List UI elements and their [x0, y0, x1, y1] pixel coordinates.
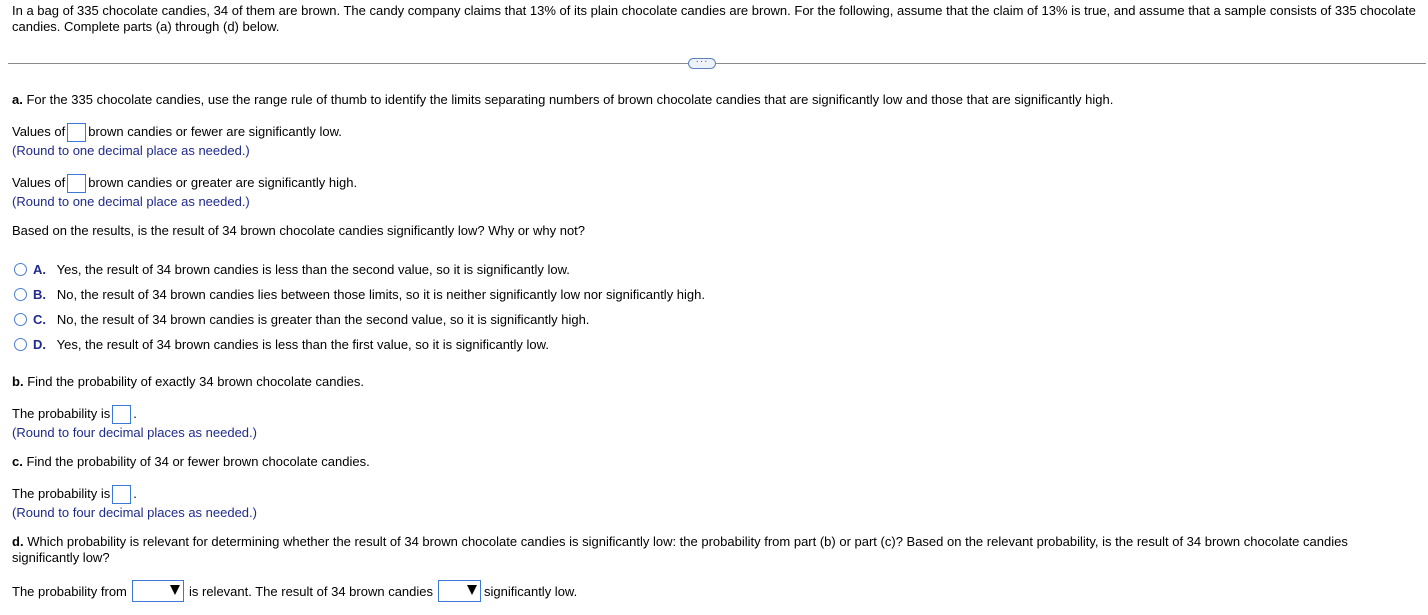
low-limit-suffix: brown candies or fewer are significantly low. [88, 123, 342, 139]
option-b[interactable] [33, 287, 705, 303]
part-b-label: b. [12, 374, 24, 389]
part-d-question-line2: significantly low? [12, 550, 110, 565]
high-limit-hint: (Round to one decimal place as needed.) [12, 194, 250, 209]
option-c-letter: C. [33, 312, 46, 327]
low-limit-hint: (Round to one decimal place as needed.) [12, 143, 250, 158]
part-b-hint: (Round to four decimal places as needed.) [12, 425, 257, 440]
chevron-down-icon [170, 585, 180, 595]
option-b-text: No, the result of 34 brown candies lies between those limits, so it is neither significantly low nor significantly high. [56, 287, 705, 302]
expand-more-button[interactable]: ··· [688, 58, 716, 69]
option-a-letter: A. [33, 262, 46, 277]
part-b-question-text: Find the probability of exactly 34 brown chocolate candies. [27, 374, 364, 389]
part-c-prefix: The probability is [12, 485, 111, 501]
low-limit-prefix: Values of [12, 123, 66, 139]
part-c-input[interactable] [112, 485, 131, 504]
problem-intro: In a bag of 335 chocolate candies, 34 of them are brown. The candy company claims that 13% of its plain chocolate candies are brown. For the following, assume that the claim of 13% is true, and assume that a sample consists of 335 chocolate candies. Complete parts (a) through (d) below. [12, 3, 1416, 34]
option-d-text: Yes, the result of 34 brown candies is less than the first value, so it is significantly low. [56, 337, 549, 352]
part-a-question-text: For the 335 chocolate candies, use the range rule of thumb to identify the limits separating numbers of brown chocolate candies that are significantly low and those that are significantly high. [26, 92, 1114, 107]
option-c[interactable] [33, 312, 589, 328]
part-b-question [12, 374, 364, 390]
option-a-radio[interactable] [14, 263, 27, 276]
option-b-letter: B. [33, 287, 46, 302]
high-limit-suffix: brown candies or greater are significantly high. [88, 174, 358, 190]
option-c-radio[interactable] [14, 313, 27, 326]
part-d-question-line1: Which probability is relevant for determining whether the result of 34 brown chocolate candies is significantly low: the probability from part (b) or part (c)? Based on the relevant probability, is the result of 34 brown chocolate candies [27, 534, 1348, 549]
part-d-middle: is relevant. The result of 34 brown candies [189, 584, 434, 599]
part-c-hint: (Round to four decimal places as needed.) [12, 505, 257, 520]
part-a-followup: Based on the results, is the result of 34 brown chocolate candies significantly low? Why or why not? [12, 223, 586, 238]
part-b-suffix: . [133, 405, 137, 421]
probability-part-dropdown[interactable] [132, 580, 184, 602]
part-c-answer-row [12, 485, 137, 504]
option-a[interactable] [33, 262, 570, 278]
significance-dropdown[interactable] [438, 580, 481, 602]
high-limit-row [12, 174, 357, 193]
high-limit-prefix: Values of [12, 174, 66, 190]
part-c-label: c. [12, 454, 23, 469]
part-b-input[interactable] [112, 405, 131, 424]
low-limit-input[interactable] [67, 123, 86, 142]
part-d-prefix: The probability from [12, 584, 127, 599]
part-c-suffix: . [133, 485, 137, 501]
option-a-text: Yes, the result of 34 brown candies is less than the second value, so it is significantly low. [56, 262, 570, 277]
part-c-question [12, 454, 370, 470]
option-b-radio[interactable] [14, 288, 27, 301]
part-d-suffix: significantly low. [484, 584, 578, 599]
part-b-answer-row [12, 405, 137, 424]
chevron-down-icon [467, 585, 477, 595]
part-a-label: a. [12, 92, 23, 107]
option-d[interactable] [33, 337, 549, 353]
option-c-text: No, the result of 34 brown candies is greater than the second value, so it is significantly high. [56, 312, 590, 327]
part-c-question-text: Find the probability of 34 or fewer brown chocolate candies. [26, 454, 370, 469]
section-divider [8, 63, 1426, 64]
high-limit-input[interactable] [67, 174, 86, 193]
part-b-prefix: The probability is [12, 405, 111, 421]
option-d-radio[interactable] [14, 338, 27, 351]
low-limit-row [12, 123, 342, 142]
option-d-letter: D. [33, 337, 46, 352]
part-a-question [12, 92, 1113, 108]
part-d-label: d. [12, 534, 24, 549]
part-d-question [12, 534, 1348, 550]
